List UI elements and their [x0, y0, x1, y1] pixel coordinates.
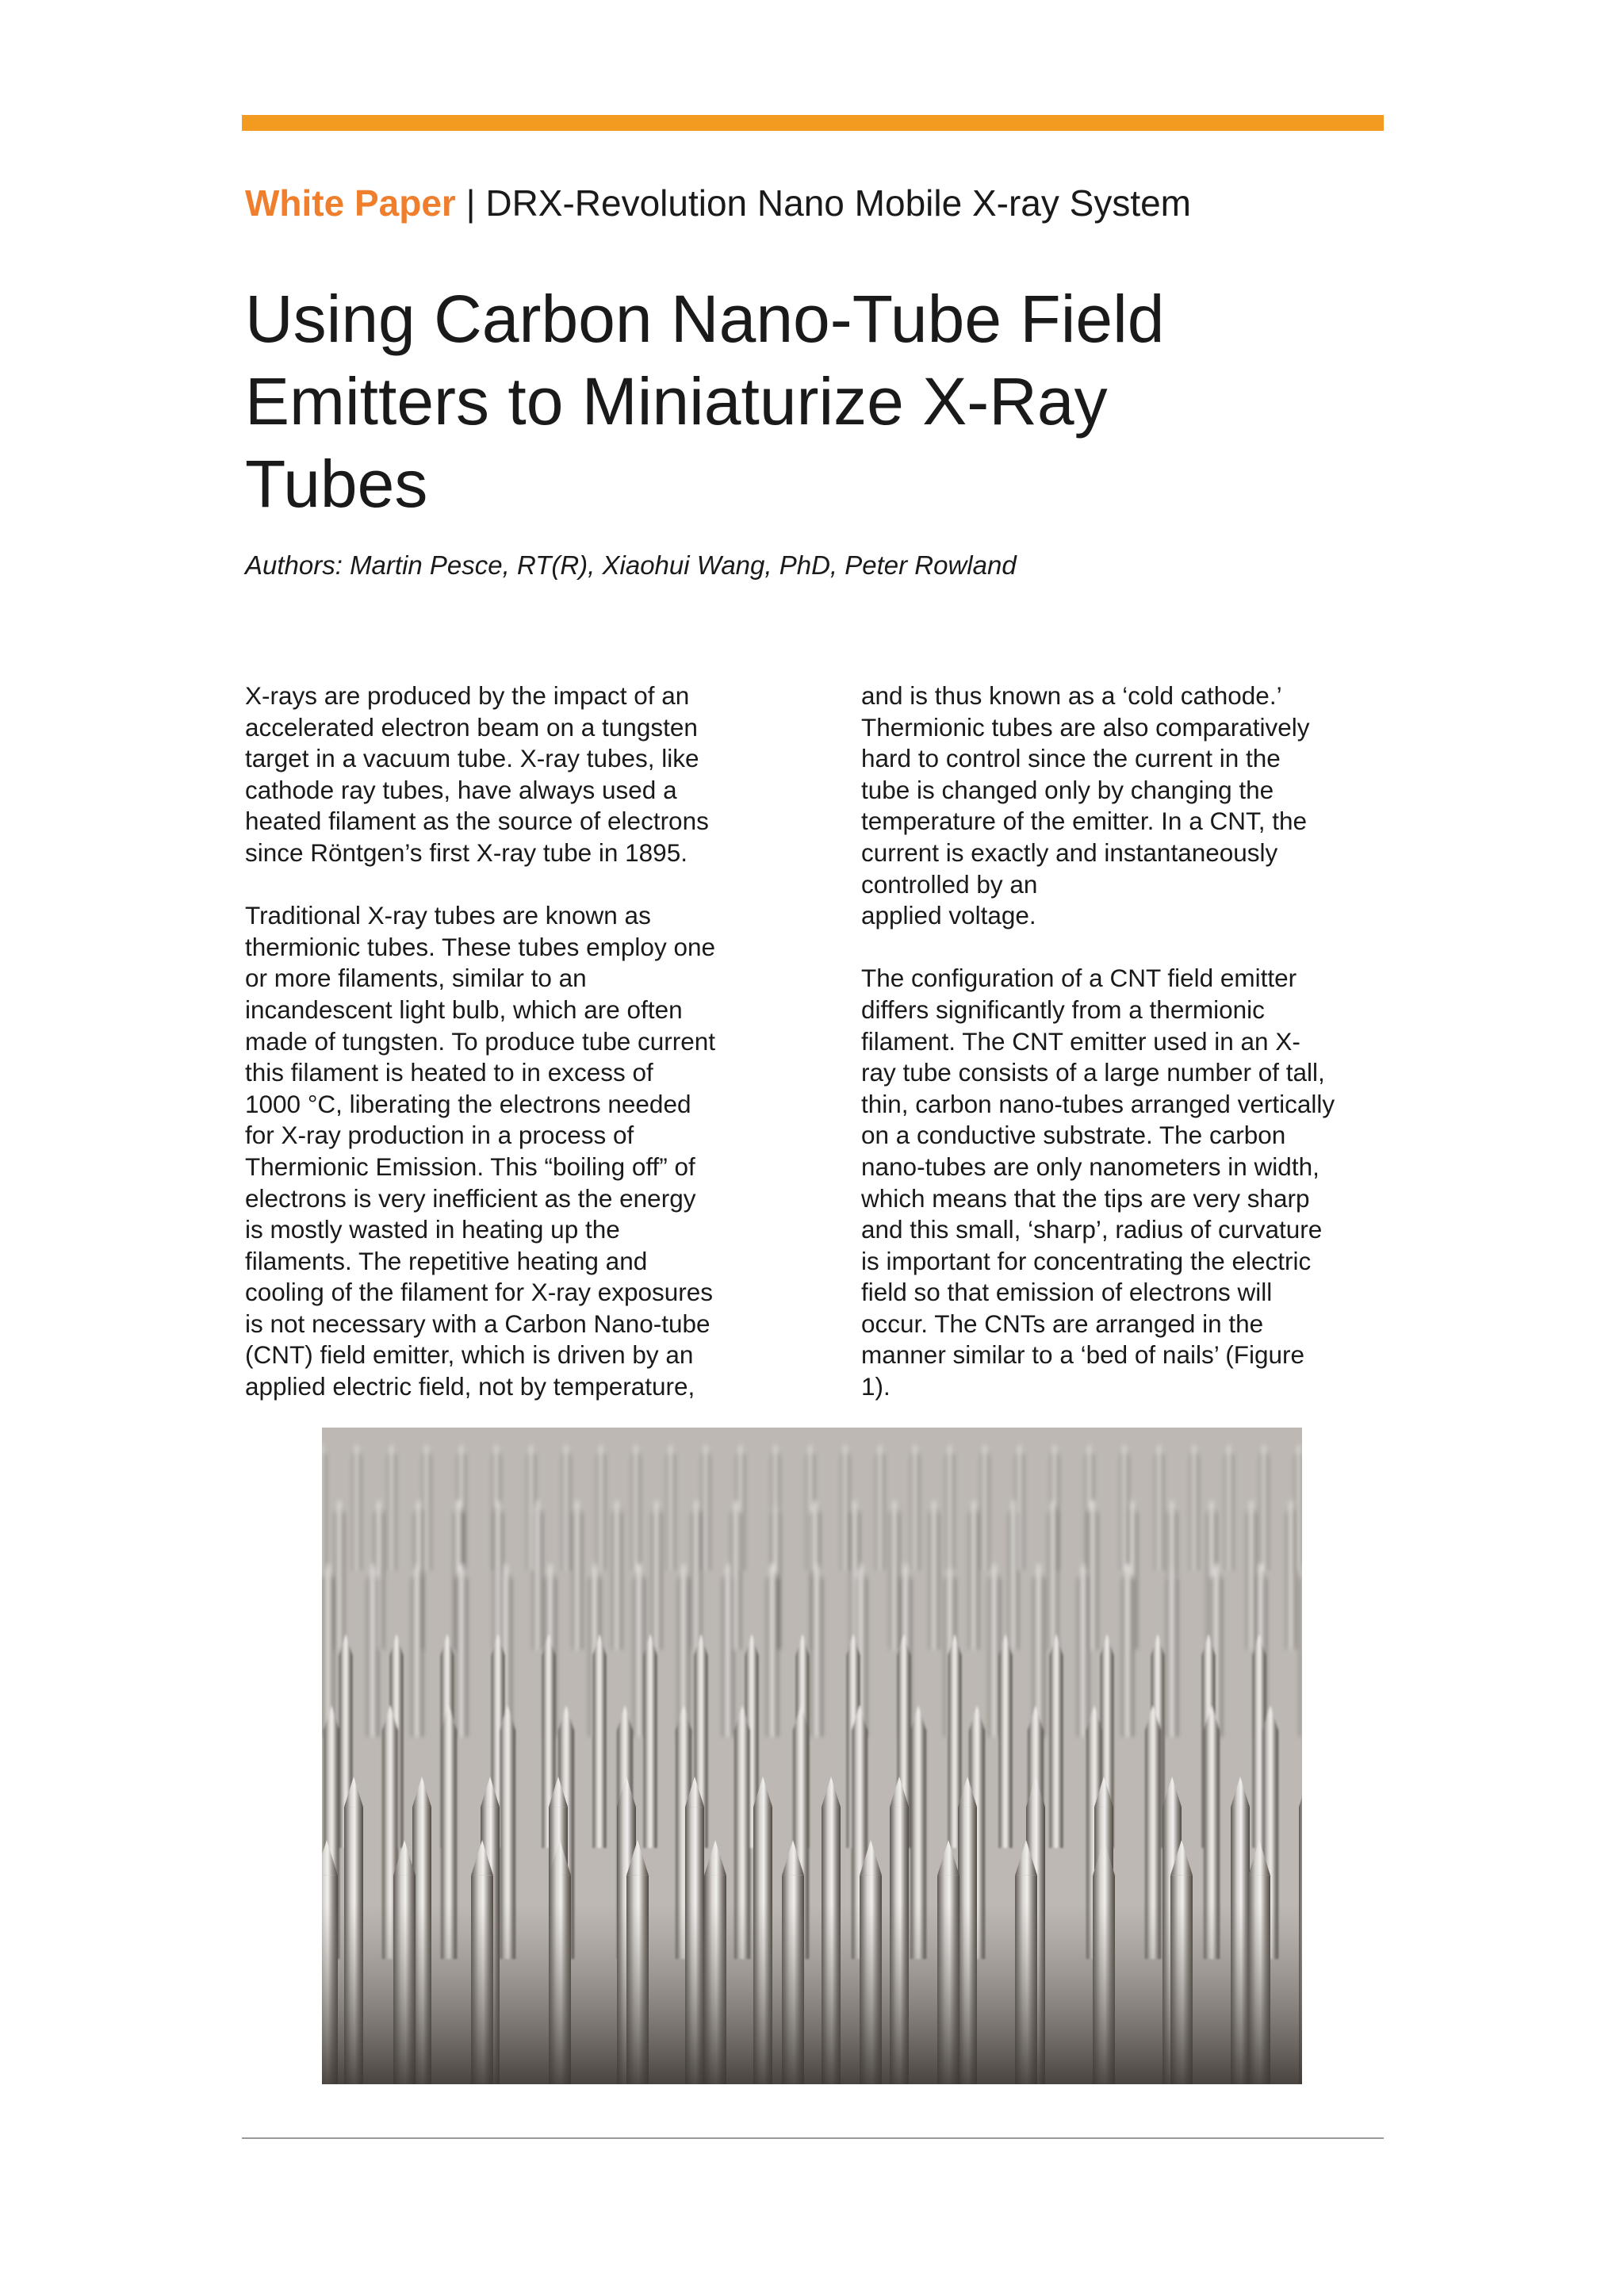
nail-shape	[811, 1562, 822, 1737]
header-subtitle: DRX-Revolution Nano Mobile X-ray System	[485, 182, 1191, 224]
nail-shape	[929, 1499, 939, 1650]
nail-shape	[412, 1562, 423, 1737]
header-separator: |	[465, 182, 476, 224]
nail-shape	[1088, 1499, 1097, 1650]
nail-shape	[1048, 1499, 1058, 1650]
white-paper-label: White Paper	[245, 182, 456, 224]
nail-shape	[456, 1562, 467, 1737]
nail-shape	[1225, 1443, 1233, 1570]
nail-shape	[841, 1443, 849, 1570]
paragraph: X-rays are produced by the impact of an accelerated electron beam on a tungsten target in a vacuum tube. X-ray tubes, like cathode ray tubes, have always used a heated filament as the source of electrons since Röntgen’s first X-ray tube in 1895.	[245, 681, 709, 867]
nail-shape	[1155, 1443, 1163, 1570]
nail-shape	[533, 1499, 542, 1650]
nail-shape	[597, 1443, 605, 1570]
paragraph: The configuration of a CNT field emitter differs significantly from a thermionic filament. The CNT emitter used in an X- ray tube consists of a large number of tall, thin, carbon nano-tubes arranged vertically on a conductive substrate. The carbon nano-tubes are only nanometers in width, which means that the tips are very sharp and this small, ‘sharp’, radius of curvature is important for concentrating the electric field so that emission of electrons will occur. The CNTs are arranged in the manner similar to a ‘bed of nails’ (Figure 1).	[861, 964, 1335, 1401]
nail-shape	[1286, 1499, 1296, 1650]
nail-shape	[562, 1443, 570, 1570]
nail-shape	[981, 1443, 989, 1570]
nail-shape	[691, 1499, 701, 1650]
photo-base-shadow	[322, 1903, 1302, 2084]
nail-shape	[1260, 1443, 1268, 1570]
bottom-divider	[242, 2137, 1384, 2139]
nail-shape	[890, 1499, 899, 1650]
nail-shape	[969, 1499, 979, 1650]
paper-title: Using Carbon Nano-Tube Field Emitters to Miniaturize X-Ray Tubes	[245, 282, 1165, 521]
authors-line: Authors: Martin Pesce, RT(R), Xiaohui Wang, PhD, Peter Rowland	[245, 550, 1017, 580]
nail-shape	[1166, 1562, 1178, 1737]
nail-shape	[1078, 1562, 1089, 1737]
document-header	[245, 181, 1191, 225]
nail-shape	[1050, 1634, 1063, 1848]
nail-shape	[767, 1562, 778, 1737]
nail-shape	[367, 1562, 378, 1737]
nail-shape	[322, 1443, 326, 1570]
nail-shape	[999, 1634, 1013, 1848]
nail-shape	[1009, 1499, 1018, 1650]
nail-shape	[946, 1443, 954, 1570]
nail-shape	[876, 1443, 884, 1570]
nail-shape	[1300, 1562, 1302, 1737]
body-column-right	[861, 680, 1400, 1434]
body-column-left	[245, 680, 784, 1434]
nail-shape	[667, 1443, 675, 1570]
top-accent-bar	[242, 115, 1384, 131]
nail-shape	[423, 1443, 431, 1570]
nail-shape	[1120, 1443, 1128, 1570]
nail-shape	[353, 1443, 361, 1570]
nail-shape	[1190, 1443, 1198, 1570]
bed-of-nails-photo	[322, 1428, 1302, 2084]
nail-shape	[1122, 1562, 1133, 1737]
nail-shape	[1247, 1499, 1256, 1650]
nail-shape	[335, 1499, 344, 1650]
nail-shape	[644, 1634, 657, 1848]
paragraph: Traditional X-ray tubes are known as thermionic tubes. These tubes employ one or more filaments, similar to an incandescent light bulb, which are often made of tungsten. To produce tube current this filament is heated to in excess of 1000 °C, liberating the electrons needed for X-ray production in a process of Thermionic Emission. This “boiling off” of electrons is very inefficient as the energy is mostly wasted in heating up the filaments. The repetitive heating and cooling of the filament for X-ray exposures is not necessary with a Carbon Nano-tube (CNT) field emitter, which is driven by an applied electric field, not by temperature,	[245, 901, 716, 1401]
nail-shape	[632, 1443, 640, 1570]
nail-shape	[1295, 1443, 1302, 1570]
nail-shape	[388, 1443, 396, 1570]
nail-shape	[652, 1499, 661, 1650]
nail-shape	[702, 1443, 710, 1570]
nail-shape	[989, 1562, 1000, 1737]
nail-shape	[722, 1562, 733, 1737]
nail-shape	[612, 1499, 622, 1650]
nails-illustration	[322, 1428, 1302, 2084]
nail-shape	[634, 1562, 645, 1737]
paragraph: and is thus known as a ‘cold cathode.’ Thermionic tubes are also comparatively hard to control since the current in the tube is changed only by changing the temperature of the emitter. In a CNT, the current is exactly and instantaneously controlled by an applied voltage.	[861, 681, 1310, 930]
nail-shape	[593, 1634, 607, 1848]
nail-shape	[573, 1499, 582, 1650]
nail-shape	[911, 1443, 919, 1570]
